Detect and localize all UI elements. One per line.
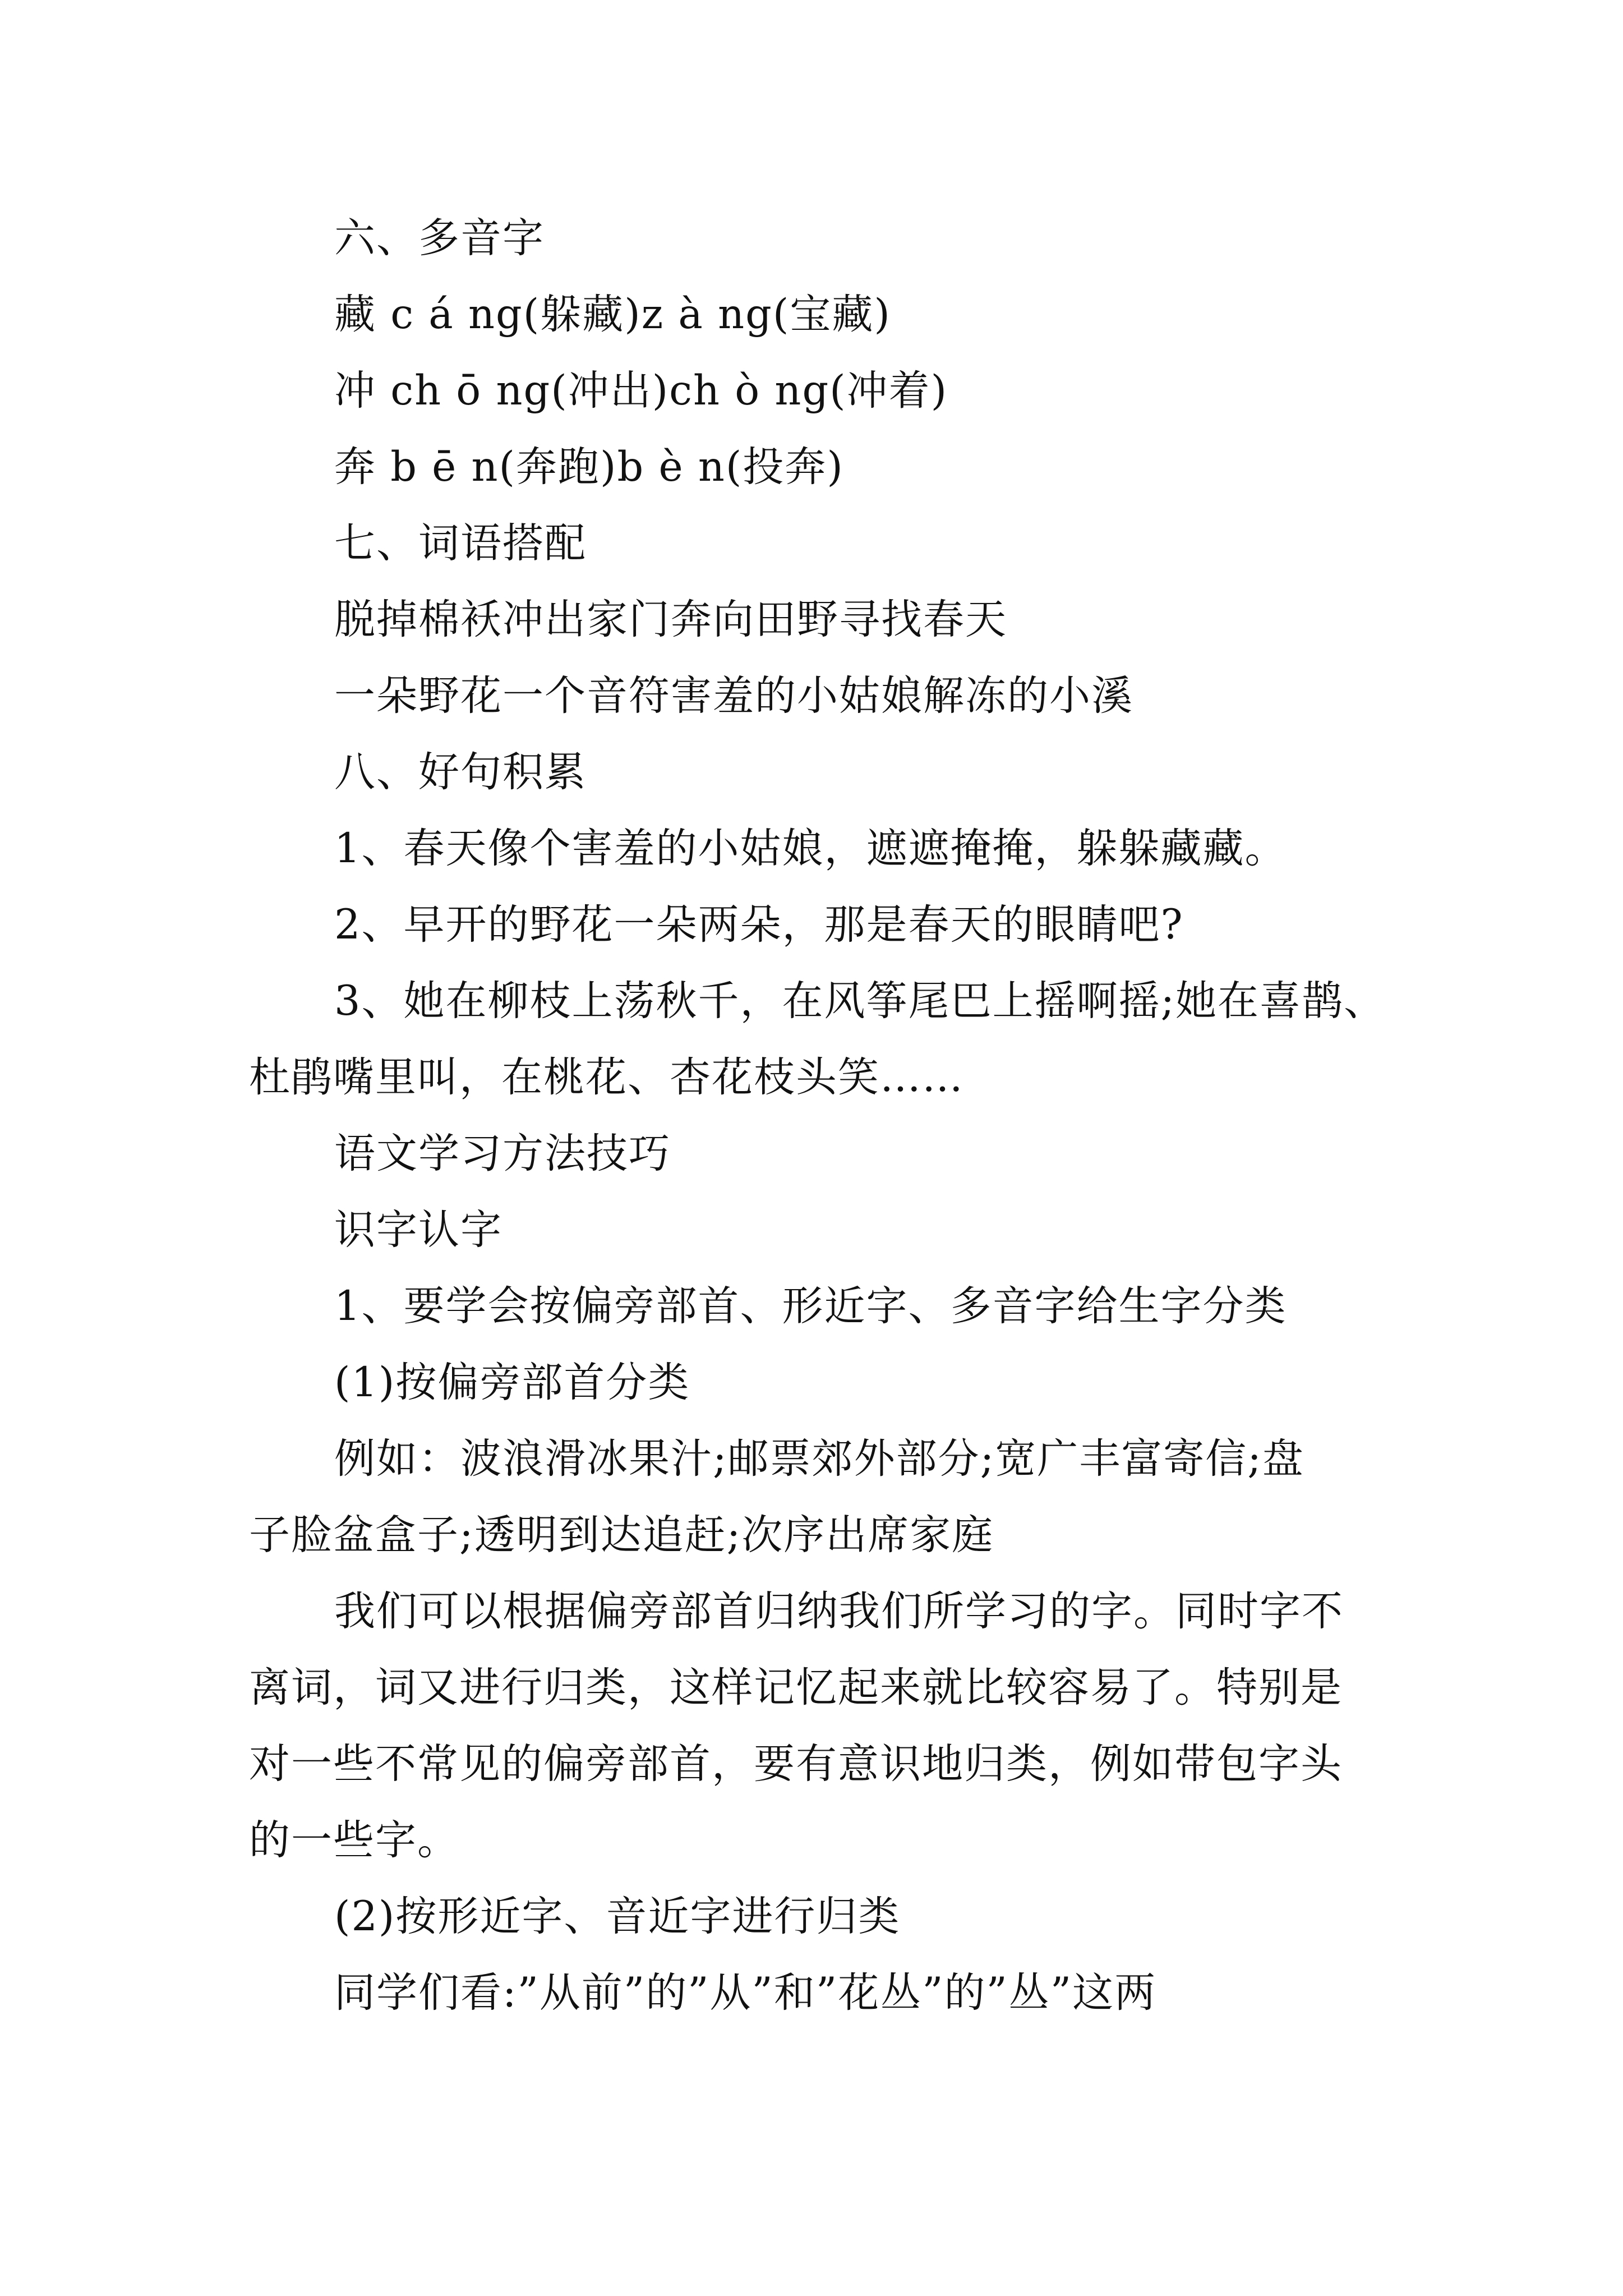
text-line: 子脸盆盒子;透明到达追赶;次序出席家庭 [249,1511,994,1559]
text-line: 奔 b ē n(奔跑)b è n(投奔) [334,443,844,491]
section-heading-methods: 语文学习方法技巧 [334,1130,671,1177]
text-line: 杜鹃嘴里叫，在桃花、杏花枝头笑…… [249,1053,964,1101]
text-line: 我们可以根据偏旁部首归纳我们所学习的字。同时字不 [334,1588,1344,1635]
text-line: 例如：波浪滑冰果汁;邮票郊外部分;宽广丰富寄信;盘 [334,1435,1304,1483]
text-line: 的一些字。 [249,1816,459,1864]
section-heading-sentences: 八、好句积累 [334,748,587,796]
text-line: 2、早开的野花一朵两朵，那是春天的眼睛吧? [334,901,1184,949]
text-line: 脱掉棉袄冲出家门奔向田野寻找春天 [334,596,1007,643]
text-line: 一朵野花一个音符害羞的小姑娘解冻的小溪 [334,672,1133,720]
text-line: (2)按形近字、音近字进行归类 [334,1893,901,1940]
text-line: 1、春天像个害羞的小姑娘，遮遮掩掩，躲躲藏藏。 [334,825,1287,872]
subheading-literacy: 识字认字 [334,1206,502,1254]
text-line: 离词，词又进行归类，这样记忆起来就比较容易了。特别是 [249,1664,1343,1711]
text-line: (1)按偏旁部首分类 [334,1359,690,1406]
text-line: 1、要学会按偏旁部首、形近字、多音字给生字分类 [334,1282,1287,1330]
text-line: 同学们看:”从前”的”从”和”花丛”的”丛”这两 [334,1969,1157,2017]
section-heading-collocation: 七、词语搭配 [334,519,587,567]
text-line: 冲 ch ō ng(冲出)ch ò ng(冲着) [334,367,948,415]
text-line: 藏 c á ng(躲藏)z à ng(宝藏) [334,291,891,338]
section-heading-polyphonic: 六、多音字 [334,214,545,262]
text-line: 3、她在柳枝上荡秋千，在风筝尾巴上摇啊摇;她在喜鹊、 [334,977,1386,1025]
text-line: 对一些不常见的偏旁部首，要有意识地归类，例如带包字头 [249,1740,1343,1788]
